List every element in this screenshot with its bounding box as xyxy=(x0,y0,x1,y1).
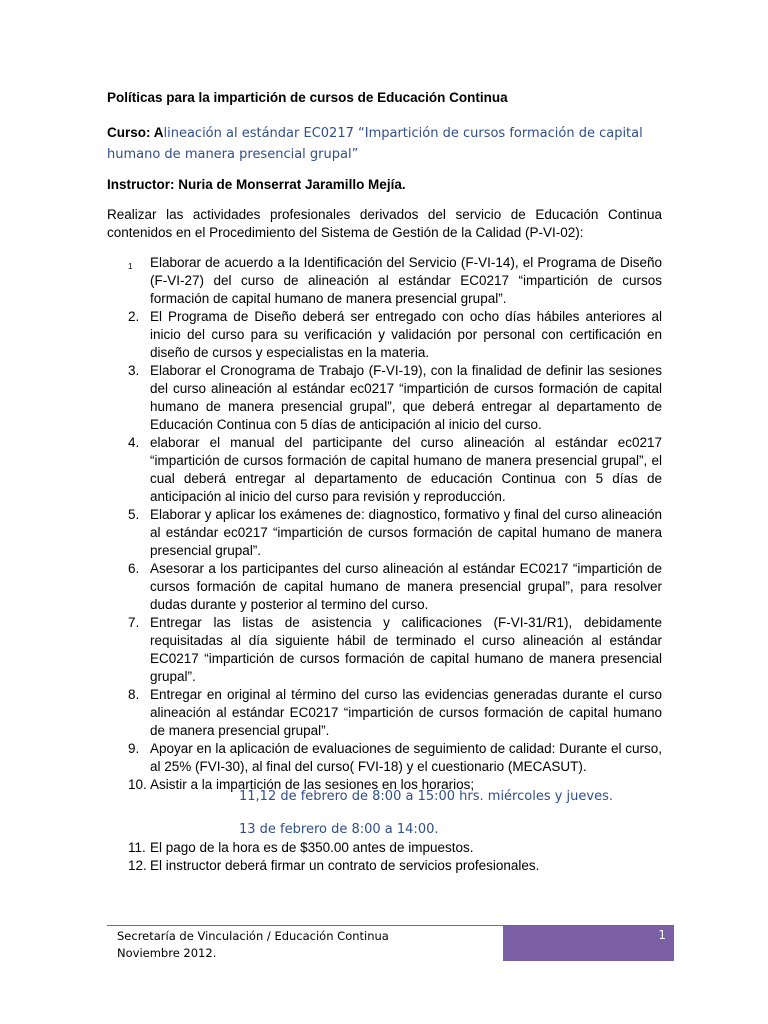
list-item xyxy=(128,254,662,308)
list-item xyxy=(128,740,662,776)
list-item xyxy=(128,686,662,740)
item-text: Elaborar el Cronograma de Trabajo (F-VI-19), con la finalidad de definir las sesiones del curso alineación al estándar ec0217 “impartición de cursos formación de capital humano de manera presencial grupal”, que deberá entregar al departamento de Educación Continua con 5 días de anticipación al inicio del curso. xyxy=(150,363,662,432)
item-number: 1 xyxy=(128,262,133,271)
item-number: 3. xyxy=(128,363,140,378)
schedule-line: 11,12 de febrero de 8:00 a 15:00 hrs. miércoles y jueves. xyxy=(239,789,614,804)
item-number: 8. xyxy=(128,687,140,702)
footer-department: Secretaría de Vinculación / Educación Continua xyxy=(117,929,389,943)
item-text: elaborar el manual del participante del curso alineación al estándar ec0217 “impartición de cursos formación de capital humano de manera presencial grupal”, el cual deberá entregar al departamento de educación Continua con 5 días de anticipación al inicio del curso para revisión y reproducción. xyxy=(150,435,662,504)
item-text: Apoyar en la aplicación de evaluaciones de seguimiento de calidad: Durante el curso, al 25% (FVI-30), al final del curso( FVI-18) y el cuestionario (MECASUT). xyxy=(150,741,662,774)
list-item xyxy=(128,308,662,362)
document-title: Políticas para la impartición de cursos de Educación Continua xyxy=(107,90,508,105)
list-item xyxy=(128,839,662,857)
intro-paragraph: Realizar las actividades profesionales derivados del servicio de Educación Continua contenidos en el Procedimiento del Sistema de Gestión de la Calidad (P-VI-02): xyxy=(107,207,662,240)
footer-divider xyxy=(107,925,503,926)
instructor-line: Instructor: Nuria de Monserrat Jaramillo Mejía. xyxy=(107,177,406,192)
activities-list-continued xyxy=(128,839,662,875)
item-number: 11. xyxy=(128,840,146,855)
item-number: 9. xyxy=(128,741,140,756)
item-text: Asistir a la impartición de las sesiones en los horarios; xyxy=(150,777,475,792)
footer-text xyxy=(117,928,389,962)
item-text: Asesorar a los participantes del curso alineación al estándar EC0217 “impartición de cursos formación de capital humano de manera presencial grupal”, para resolver dudas durante y posterior al termino del curso. xyxy=(150,561,662,612)
item-number: 10. xyxy=(128,777,147,792)
list-item xyxy=(128,857,662,875)
item-number: 2. xyxy=(128,309,140,324)
footer-date: Noviembre 2012. xyxy=(117,946,217,960)
item-text: El Programa de Diseño deberá ser entregado con ocho días hábiles anteriores al inicio del curso para su verificación y validación por personal con certificación en diseño de cursos y especialistas en la materia. xyxy=(150,309,662,360)
item-number: 6. xyxy=(128,561,140,576)
list-item xyxy=(128,560,662,614)
item-text: Elaborar de acuerdo a la Identificación del Servicio (F-VI-14), el Programa de Diseño (F-VI-27) del curso de alineación al estándar EC0217 “impartición de cursos formación de capital humano de manera presencial grupal”. xyxy=(150,255,662,306)
item-number: 4. xyxy=(128,435,140,450)
course-first-letter: A xyxy=(153,125,164,140)
activities-list xyxy=(128,254,662,794)
item-text: El pago de la hora es de $350.00 antes de impuestos. xyxy=(150,840,474,855)
item-text: Entregar las listas de asistencia y calificaciones (F-VI-31/R1), debidamente requisitadas al día siguiente hábil de terminado el curso alineación al estándar EC0217 “impartición de cursos formación de capital humano de manera presencial grupal”. xyxy=(150,615,662,684)
schedule-line: 13 de febrero de 8:00 a 14:00. xyxy=(239,822,439,837)
page-number: 1 xyxy=(658,928,666,942)
item-number: 12. xyxy=(128,858,147,873)
list-item xyxy=(128,362,662,434)
list-item xyxy=(128,434,662,506)
item-text: Elaborar y aplicar los exámenes de: diagnostico, formativo y final del curso alineación al estándar ec0217 “impartición de cursos formación de capital humano de manera presencial grupal”. xyxy=(150,507,662,558)
item-number: 5. xyxy=(128,507,140,522)
list-item xyxy=(128,614,662,686)
footer-page-box xyxy=(503,925,674,961)
course-name: lineación al estándar EC0217 “Impartición de cursos formación de capital humano de manera presencial grupal” xyxy=(107,126,643,162)
item-number: 7. xyxy=(128,615,140,630)
item-text: Entregar en original al término del curso las evidencias generadas durante el curso alineación al estándar EC0217 “impartición de cursos formación de capital humano de manera presencial grupal”. xyxy=(150,687,662,738)
list-item xyxy=(128,506,662,560)
item-text: El instructor deberá firmar un contrato de servicios profesionales. xyxy=(150,858,540,873)
course-line xyxy=(107,123,663,165)
course-label: Curso: xyxy=(107,125,154,140)
